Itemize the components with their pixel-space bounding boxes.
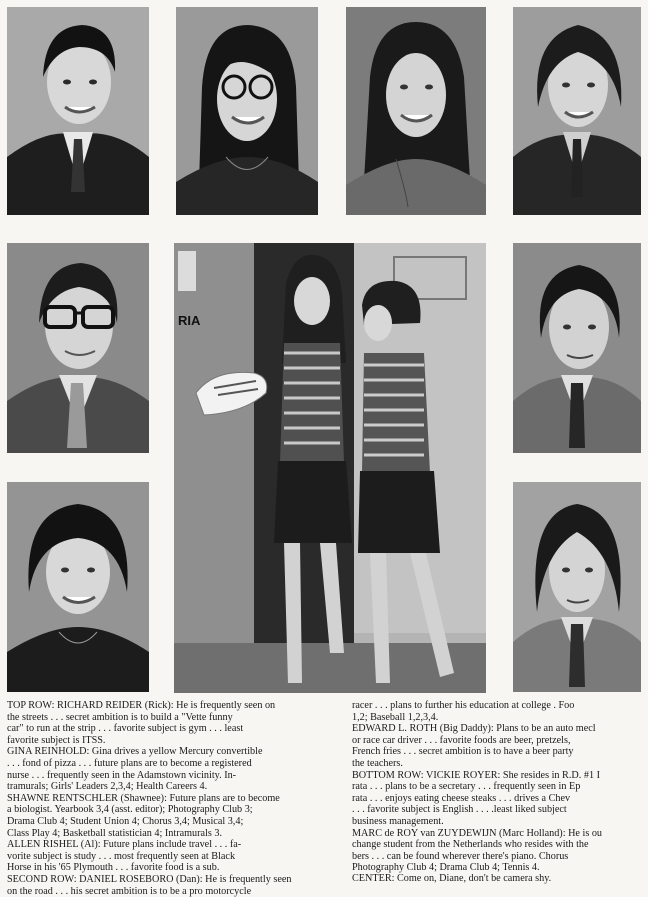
caption-right-line: 1,2; Baseball 1,2,3,4. (352, 712, 642, 724)
caption-left-line: the streets . . . secret ambition is to build a "Vette funny (7, 712, 307, 724)
portrait-edward-roth (513, 243, 641, 453)
caption-left-line: TOP ROW: RICHARD REIDER (Rick): He is frequently seen on (7, 700, 307, 712)
caption-right-line: rata . . . plans to be a secretary . . . frequently seen in Ep (352, 781, 642, 793)
sign-text: RIA (178, 313, 201, 328)
caption-right-line: EDWARD L. ROTH (Big Daddy): Plans to be an auto mecl (352, 723, 642, 735)
caption-right-line: BOTTOM ROW: VICKIE ROYER: She resides in R.D. #1 I (352, 770, 642, 782)
portrait-daniel-roseboro (7, 243, 149, 453)
caption-left-line: ALLEN RISHEL (Al): Future plans include travel . . . fa- (7, 839, 307, 851)
caption-right-line: business management. (352, 816, 642, 828)
portrait-allen-rishel (513, 7, 641, 215)
caption-left-line: SHAWNE RENTSCHLER (Shawnee): Future plans are to become (7, 793, 307, 805)
caption-left-line: vorite subject is study . . . most frequently seen at Black (7, 851, 307, 863)
center-candid-photo (174, 243, 486, 693)
caption-left-line: Class Play 4; Basketball statistician 4; Intramurals 3. (7, 828, 307, 840)
caption-right-line: racer . . . plans to further his education at college . Foo (352, 700, 642, 712)
caption-right-line: or race car driver . . . favorite foods are beer, pretzels, (352, 735, 642, 747)
center-caption: CENTER: Come on, Diane, don't be camera shy. (352, 873, 551, 884)
caption-right-line: change student from the Netherlands who resides with the (352, 839, 642, 851)
portrait-vickie-royer (7, 482, 149, 692)
caption-right-line: Photography Club 4; Drama Club 4; Tennis 4. (352, 862, 642, 874)
caption-left-line: Horse in his '65 Plymouth . . . favorite food is a sub. (7, 862, 307, 874)
caption-right-line: MARC de ROY van ZUYDEWIJN (Marc Holland): He is ou (352, 828, 642, 840)
caption-left-line: tramurals; Girls' Leaders 2,3,4; Health Careers 4. (7, 781, 307, 793)
caption-left-line: Drama Club 4; Student Union 4; Chorus 3,4; Musical 3,4; (7, 816, 307, 828)
portrait-richard-reider (7, 7, 149, 215)
caption-left-line: SECOND ROW: DANIEL ROSEBORO (Dan): He is frequently seen (7, 874, 307, 886)
caption-right-line: . . . favorite subject is English . . . .least liked subject (352, 804, 642, 816)
caption-right-line: the teachers. (352, 758, 642, 770)
caption-left-line: car" to run at the strip . . . favorite subject is gym . . . least (7, 723, 307, 735)
caption-left-line: nurse . . . frequently seen in the Adamstown vicinity. In- (7, 770, 307, 782)
caption-left-line: a biologist. Yearbook 3,4 (asst. editor); Photography Club 3; (7, 804, 307, 816)
portrait-shawne-rentschler (346, 7, 486, 215)
caption-right-line: French fries . . . secret ambition is to have a beer party (352, 746, 642, 758)
caption-column-left (7, 700, 307, 897)
caption-column-right (352, 700, 642, 874)
caption-left-line: GINA REINHOLD: Gina drives a yellow Mercury convertible (7, 746, 307, 758)
caption-left-line: . . . fond of pizza . . . future plans are to become a registered (7, 758, 307, 770)
caption-right-line: bers . . . can be found wherever there's piano. Chorus (352, 851, 642, 863)
portrait-gina-reinhold (176, 7, 318, 215)
caption-left-line: on the road . . . his secret ambition is to be a pro motorcycle (7, 886, 307, 897)
portrait-marc-de-roy-van-zuydewijn (513, 482, 641, 692)
caption-left-line: favorite subject is ITSS. (7, 735, 307, 747)
caption-right-line: rata . . . enjoys eating cheese steaks . . . drives a Chev (352, 793, 642, 805)
